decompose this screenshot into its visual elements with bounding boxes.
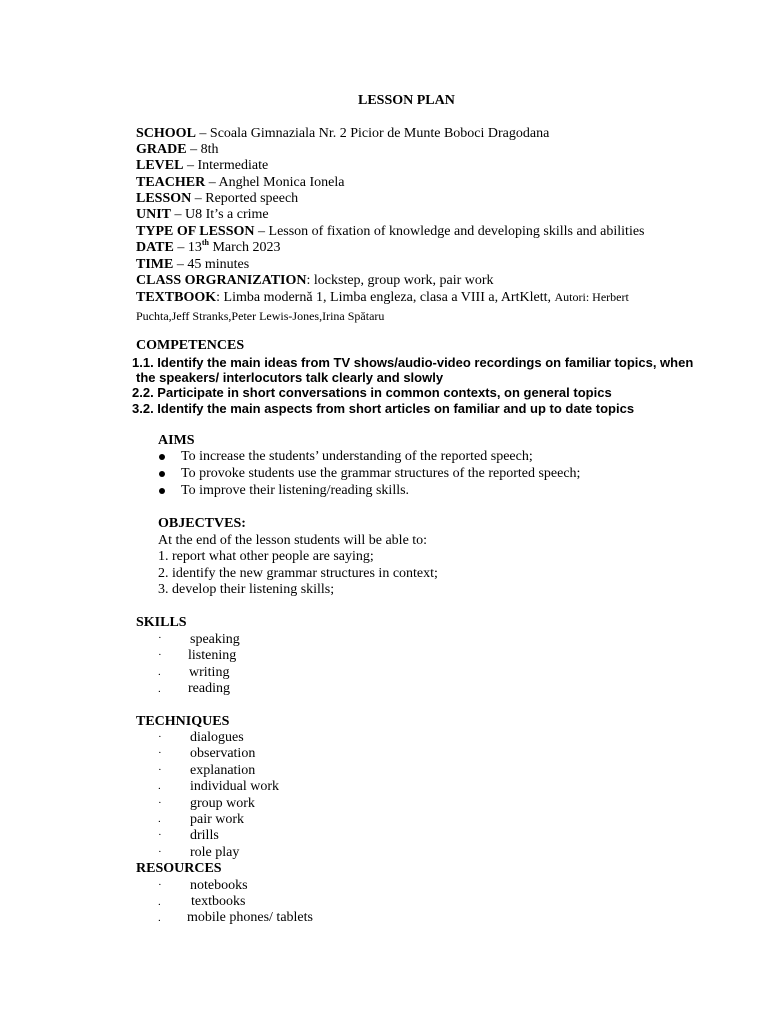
resources-heading: RESOURCES — [136, 861, 222, 876]
resource-marker: . — [158, 912, 161, 924]
class-org-value: : lockstep, group work, pair work — [306, 273, 494, 288]
objectives-intro: At the end of the lesson students will be able to: — [158, 533, 428, 548]
technique-item: drills — [190, 828, 219, 843]
unit-value: – U8 It’s a crime — [171, 207, 269, 222]
type-label: TYPE OF LESSON — [136, 224, 255, 239]
technique-item: explanation — [190, 763, 256, 778]
date-suffix: March 2023 — [208, 240, 281, 255]
grade-value: – 8th — [186, 142, 219, 157]
textbook-authors-2: Puchta,Jeff Stranks,Peter Lewis-Jones,Irina Spătaru — [136, 309, 385, 323]
bullet-icon — [159, 454, 165, 460]
skills-heading: SKILLS — [136, 615, 187, 630]
competence-item: 3.2. Identify the main aspects from short articles on familiar and up to date topics — [132, 401, 635, 416]
competence-item: 1.1. Identify the main ideas from TV shows/audio-video recordings on familiar topics, when — [132, 355, 694, 370]
competence-item: 2.2. Participate in short conversations in common contexts, on general topics — [132, 385, 612, 400]
resource-item: notebooks — [190, 878, 248, 893]
aim-item: To improve their listening/reading skills. — [181, 483, 410, 498]
lesson-line — [136, 191, 298, 207]
date-line — [136, 240, 281, 256]
textbook-authors-1: Autori: Herbert — [554, 290, 629, 304]
unit-line — [136, 207, 269, 223]
competence-item: the speakers/ interlocutors talk clearly and slowly — [136, 370, 444, 385]
time-label: TIME — [136, 257, 174, 272]
skill-item: speaking — [190, 632, 240, 647]
lesson-value: – Reported speech — [191, 191, 299, 206]
skill-marker: · — [158, 649, 162, 661]
technique-item: observation — [190, 746, 256, 761]
date-sup: th — [201, 238, 209, 247]
objective-item: 1. report what other people are saying; — [158, 549, 374, 564]
technique-marker: · — [158, 731, 162, 743]
textbook-line — [136, 289, 629, 306]
skill-item: listening — [188, 648, 237, 663]
level-line — [136, 158, 268, 174]
date-label: DATE — [136, 240, 174, 255]
aims-heading: AIMS — [158, 433, 195, 448]
date-prefix: – 13 — [173, 240, 202, 255]
technique-marker: . — [158, 813, 161, 825]
type-value: – Lesson of fixation of knowledge and developing skills and abilities — [254, 224, 645, 239]
bullet-icon — [159, 471, 165, 477]
technique-item: role play — [190, 845, 240, 860]
page-title: LESSON PLAN — [358, 93, 455, 108]
resource-marker: . — [158, 896, 161, 908]
school-value: – Scoala Gimnaziala Nr. 2 Picior de Munte Boboci Dragodana — [195, 126, 550, 141]
school-line — [136, 126, 549, 142]
level-value: – Intermediate — [183, 158, 269, 173]
lesson-label: LESSON — [136, 191, 192, 206]
aim-item: To provoke students use the grammar structures of the reported speech; — [181, 466, 581, 481]
textbook-label: TEXTBOOK — [136, 290, 217, 305]
objective-item: 2. identify the new grammar structures in context; — [158, 566, 438, 581]
teacher-line — [136, 175, 344, 191]
grade-label: GRADE — [136, 142, 187, 157]
teacher-label: TEACHER — [136, 175, 206, 190]
unit-label: UNIT — [136, 207, 172, 222]
resource-item: textbooks — [191, 894, 246, 909]
technique-item: dialogues — [190, 730, 244, 745]
techniques-heading: TECHNIQUES — [136, 714, 230, 729]
textbook-value: : Limba modernă 1, Limba engleza, clasa a VIII a, ArtKlett, — [216, 290, 555, 305]
technique-item: group work — [190, 796, 255, 811]
resource-marker: · — [158, 879, 162, 891]
grade-line — [136, 142, 218, 158]
level-label: LEVEL — [136, 158, 184, 173]
bullet-icon — [159, 488, 165, 494]
competences-heading: COMPETENCES — [136, 338, 245, 353]
technique-item: pair work — [190, 812, 245, 827]
technique-marker: · — [158, 747, 162, 759]
skill-marker: . — [158, 666, 161, 678]
technique-marker: . — [158, 780, 161, 792]
technique-item: individual work — [190, 779, 280, 794]
type-line — [136, 224, 645, 240]
school-label: SCHOOL — [136, 126, 196, 141]
skill-item: reading — [188, 681, 230, 696]
technique-marker: · — [158, 846, 162, 858]
skill-marker: · — [158, 632, 162, 644]
objective-item: 3. develop their listening skills; — [158, 582, 335, 597]
skill-item: writing — [189, 665, 230, 680]
technique-marker: · — [158, 797, 162, 809]
objectives-heading: OBJECTVES: — [158, 516, 246, 531]
time-line — [136, 257, 249, 273]
class-org-label: CLASS ORGRANIZATION — [136, 273, 307, 288]
teacher-value: – Anghel Monica Ionela — [205, 175, 345, 190]
technique-marker: · — [158, 829, 162, 841]
technique-marker: · — [158, 764, 162, 776]
class-org-line — [136, 273, 494, 289]
time-value: – 45 minutes — [173, 257, 250, 272]
aim-item: To increase the students’ understanding of the reported speech; — [181, 449, 533, 464]
skill-marker: . — [158, 683, 161, 695]
resource-item: mobile phones/ tablets — [187, 910, 313, 925]
